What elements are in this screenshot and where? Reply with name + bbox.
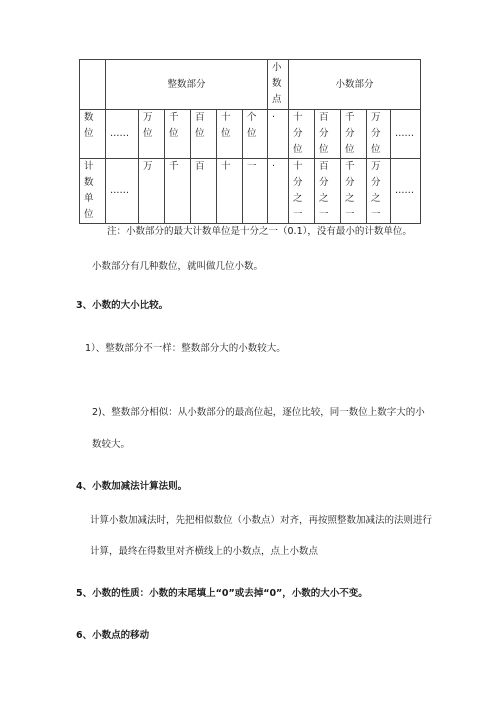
table-cell: 百分之一 bbox=[315, 159, 341, 224]
counting-unit-row bbox=[80, 159, 421, 224]
table-cell: · bbox=[268, 159, 289, 224]
section-4-line-2: 计算，最终在得数里对齐横线上的小数点，点上小数点 bbox=[90, 546, 319, 557]
table-cell: …… bbox=[391, 159, 421, 224]
table-cell: · bbox=[268, 110, 289, 159]
decimal-part-header: 小数部分 bbox=[289, 60, 421, 110]
table-cell: …… bbox=[391, 110, 421, 159]
counting-unit-label: 计数单位 bbox=[80, 159, 106, 224]
section-3-item-2-line-1: 2)、整数部分相似：从小数部分的最高位起，逐位比较，同一数位上数字大的小 bbox=[92, 407, 425, 418]
table-cell: 十分位 bbox=[289, 110, 315, 159]
table-cell: 千位 bbox=[165, 110, 191, 159]
table-cell: 万位 bbox=[139, 110, 165, 159]
section-3-item-1: 1）、整数部分不一样：整数部分大的小数较大。 bbox=[85, 343, 286, 354]
table-cell: 万分位 bbox=[367, 110, 391, 159]
table-cell: 千分之一 bbox=[341, 159, 367, 224]
table-cell: 百分位 bbox=[315, 110, 341, 159]
section-3-heading: 3、小数的大小比较。 bbox=[76, 300, 169, 311]
table-cell: 万分之一 bbox=[367, 159, 391, 224]
section-4-line-1: 计算小数加减法时，先把相似数位（小数点）对齐，再按照整数加减法的法则进行 bbox=[90, 515, 433, 526]
table-cell: 十分之一 bbox=[289, 159, 315, 224]
table-cell: 十位 bbox=[217, 110, 243, 159]
section-5-heading: 5、小数的性质：小数的末尾填上“0”或去掉“0”，小数的大小不变。 bbox=[76, 588, 368, 599]
table-cell: 十 bbox=[217, 159, 243, 224]
table-cell: 千 bbox=[165, 159, 191, 224]
table-corner-cell bbox=[80, 60, 106, 110]
table-header-row bbox=[80, 60, 421, 110]
table-cell: …… bbox=[106, 110, 139, 159]
table-cell: 千分位 bbox=[341, 110, 367, 159]
table-cell: 万 bbox=[139, 159, 165, 224]
digit-place-label: 数位 bbox=[80, 110, 106, 159]
table-note: 注：小数部分的最大计数单位是十分之一（0.1），没有最小的计数单位。 bbox=[107, 226, 412, 237]
decimal-places-paragraph: 小数部分有几种数位，就叫做几位小数。 bbox=[92, 261, 264, 272]
section-6-heading: 6、小数点的移动 bbox=[76, 630, 150, 641]
integer-part-header: 整数部分 bbox=[106, 60, 268, 110]
table-cell: 百位 bbox=[191, 110, 217, 159]
section-4-heading: 4、小数加减法计算法则。 bbox=[76, 481, 188, 492]
table-cell: 一 bbox=[243, 159, 268, 224]
place-value-table bbox=[79, 59, 421, 224]
table-cell: …… bbox=[106, 159, 139, 224]
table-cell: 百 bbox=[191, 159, 217, 224]
digit-place-row bbox=[80, 110, 421, 159]
decimal-point-header: 小数点 bbox=[268, 60, 289, 110]
table-cell: 个位 bbox=[243, 110, 268, 159]
section-3-item-2-line-2: 数较大。 bbox=[92, 439, 131, 450]
